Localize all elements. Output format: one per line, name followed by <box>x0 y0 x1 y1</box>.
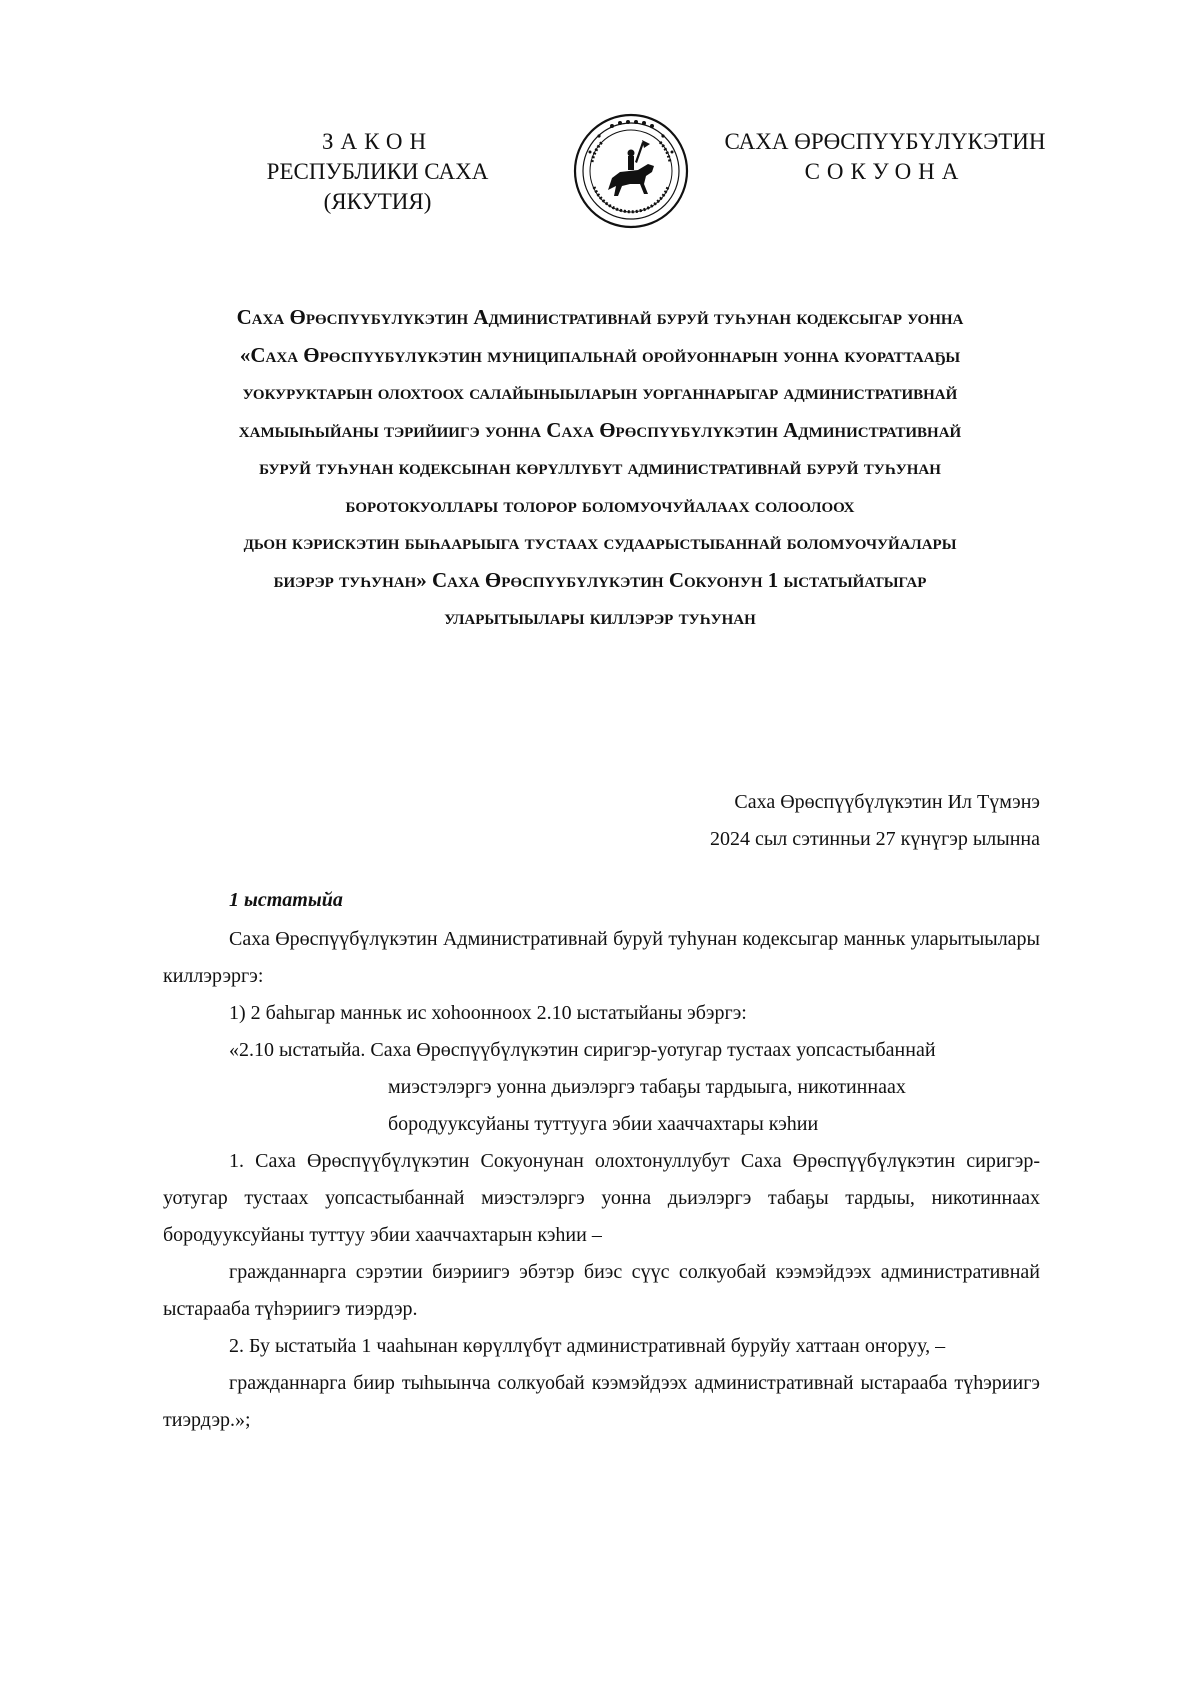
coat-of-arms-icon <box>572 112 690 230</box>
title-line: уларытыылары киллэрэр туһунан <box>444 605 756 629</box>
header-law-label: ЗАКОН <box>321 129 434 154</box>
article-item-1: 1) 2 баһыгар манньк ис хоһоонноох 2.10 ыстатыйаны эбэргэ: <box>229 1002 747 1024</box>
header-republic-name: РЕСПУБЛИКИ САХА (ЯКУТИЯ) <box>266 159 489 214</box>
adoption-date: 2024 сыл сэтинньи 27 күнүгэр ылынна <box>709 828 1040 850</box>
title-line: «Саха Өрөспүүбүлүкэтин муниципальнай оройуоннарын уонна куораттааҕы <box>239 342 961 367</box>
new-article-title-line: миэстэлэргэ уонна дьиэлэргэ табаҕы тардыыга, никотиннаах <box>388 1076 906 1098</box>
new-article-title-line: бородууксуйаны туттууга эбии хааччахтары кэһии <box>388 1113 819 1135</box>
adopting-body: Саха Өрөспүүбүлүкэтин Ил Түмэнэ <box>734 791 1040 813</box>
title-line: биэрэр туһунан» Саха Өрөспүүбүлүкэтин Сокуонун 1 ыстатыйатыгар <box>273 567 927 592</box>
article-intro: Саха Өрөспүүбүлүкэтин Административнай буруй туһунан кодексыгар манньк уларытыылары киллэрэргэ: <box>163 928 1040 987</box>
article-penalty-1: гражданнарга сэрэтии биэриигэ эбэтэр биэс сүүс солкуобай кээмэйдээх административнай ыстарааба түһэриигэ тиэрдэр. <box>163 1261 1040 1320</box>
article-part-2: 2. Бу ыстатыйа 1 чааһынан көрүллүбүт административнай буруйу хаттаан оҥоруу, – <box>229 1335 946 1357</box>
title-line: хамыыһыйаны тэрийиигэ уонна Саха Өрөспүүбүлүкэтин Административнай <box>238 417 962 442</box>
document-title <box>150 299 1050 637</box>
header-russian <box>210 127 545 217</box>
new-article-title-line: «2.10 ыстатыйа. Саха Өрөспүүбүлүкэтин сиригэр-уотугар тустаах уопсастыбаннай <box>229 1039 936 1061</box>
adoption-note <box>710 784 1040 858</box>
title-line: уокуруктарын олохтоох салайыныыларын уорганнарыгар административнай <box>242 380 958 404</box>
article-heading: 1 ыстатыйа <box>229 889 343 911</box>
header-law-label-yakut: СОКУОНА <box>804 159 966 184</box>
title-line: дьон кэрискэтин быһаарыыга тустаах судаарыстыбаннай боломуочуйалары <box>243 530 957 554</box>
article-body <box>163 882 1040 1439</box>
title-line: Саха Өрөспүүбүлүкэтин Административнай буруй туһунан кодексыгар уонна <box>236 305 964 329</box>
header-republic-name-yakut: САХА ӨРӨСПҮҮБҮЛҮКЭТИН <box>724 129 1046 154</box>
title-line: боротокуоллары толорор боломуочуйалаах солоолоох <box>345 492 855 517</box>
article-penalty-2: гражданнарга биир тыһыынча солкуобай кээмэйдээх административнай ыстарааба түһэриигэ тиэрдэр.»; <box>163 1372 1040 1431</box>
header-yakut <box>720 127 1050 187</box>
article-part-1: 1. Саха Өрөспүүбүлүкэтин Сокуонунан олохтонуллубут Саха Өрөспүүбүлүкэтин сиригэр-уотугар тустаах уопсастыбаннай миэстэлэргэ уонна дьиэлэргэ табаҕы тардыы, никотиннаах бородууксуйаны туттуу эбии хааччахтарын кэһии – <box>163 1150 1040 1246</box>
title-line: буруй туһунан кодексынан көрүллүбүт административнай буруй туһунан <box>259 455 941 479</box>
